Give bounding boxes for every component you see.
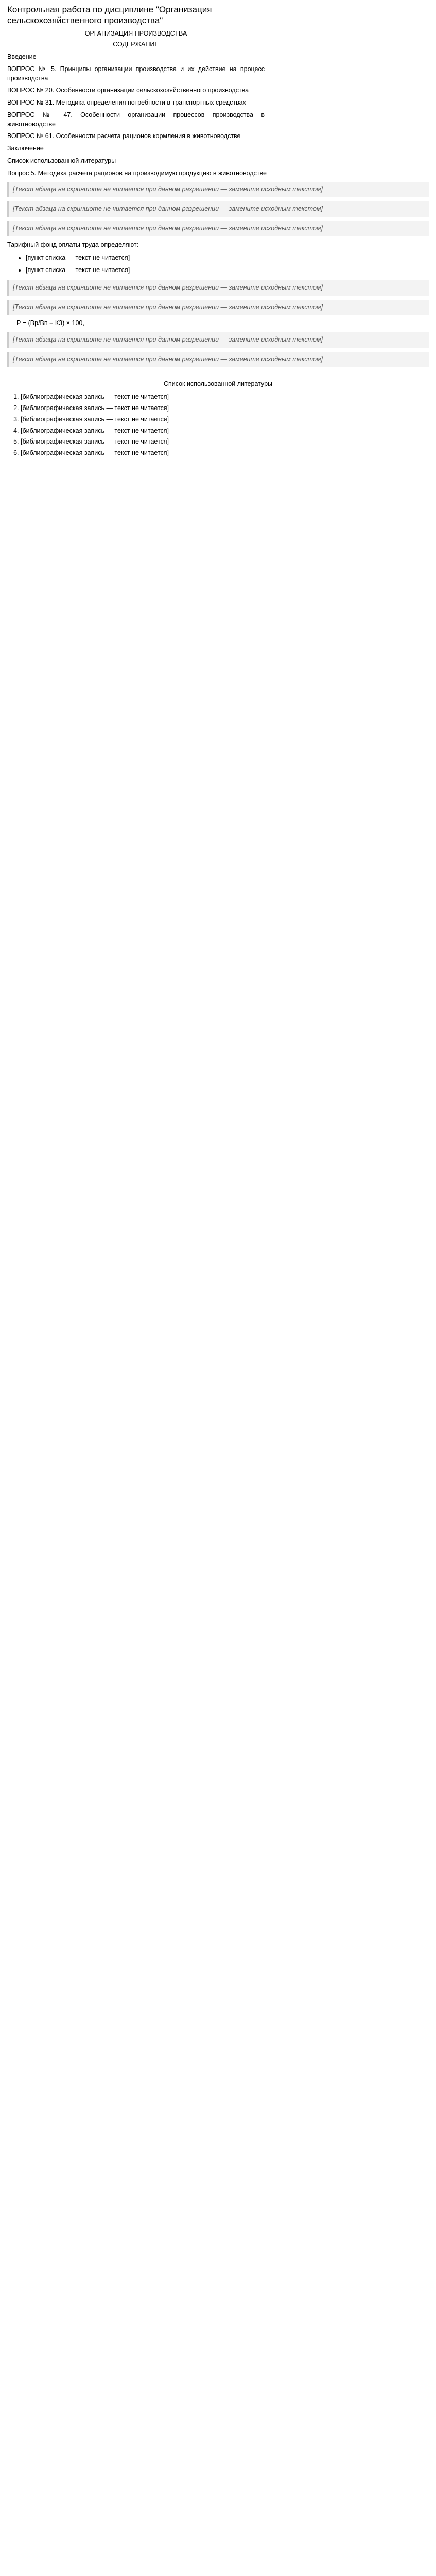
references-list	[7, 393, 436, 458]
bullet-item: • [пункт списка — текст не читается]	[26, 266, 429, 275]
references-title: Список использованной литературы	[163, 380, 273, 387]
toc-item: ВОПРОС № 31. Методика определения потребности в транспортных средствах	[7, 99, 246, 106]
toc-item: ВОПРОС № 61. Особенности расчета рационов кормления в животноводстве	[7, 132, 241, 140]
document-page	[0, 0, 436, 481]
document-title: Контрольная работа по дисциплине "Организация сельскохозяйственного производства"	[7, 5, 212, 26]
main-section	[7, 169, 429, 367]
paragraph-placeholder: [Текст абзаца на скриншоте не читается при данном разрешении — замените исходным текстом]	[7, 352, 429, 367]
bullet-item: • [пункт списка — текст не читается]	[26, 253, 429, 263]
reference-item: 5. [библиографическая запись — текст не читается]	[21, 437, 436, 447]
list-lead-in: Тарифный фонд оплаты труда определяют:	[7, 241, 138, 248]
paragraph-placeholder: [Текст абзаца на скриншоте не читается при данном разрешении — замените исходным текстом]	[7, 332, 429, 348]
formula: Р = (Вр/Вп − К3) × 100,	[16, 319, 84, 327]
toc-conclusion: Заключение	[7, 145, 44, 152]
toc-intro: Введение	[7, 53, 37, 60]
paragraph-placeholder: [Текст абзаца на скриншоте не читается при данном разрешении — замените исходным текстом]	[7, 300, 429, 315]
reference-item: 3. [библиографическая запись — текст не читается]	[21, 415, 436, 425]
toc-item: ВОПРОС № 20. Особенности организации сельскохозяйственного производства	[7, 87, 249, 94]
toc-item: ВОПРОС № 47. Особенности организации процессов производства в животноводстве	[7, 111, 265, 128]
toc-references: Список использованной литературы	[7, 157, 116, 164]
paragraph-placeholder: [Текст абзаца на скриншоте не читается при данном разрешении — замените исходным текстом]	[7, 201, 429, 217]
reference-item: 1. [библиографическая запись — текст не читается]	[21, 393, 436, 402]
document-subtitle: ОРГАНИЗАЦИЯ ПРОИЗВОДСТВА	[84, 29, 187, 37]
bullet-list	[7, 253, 429, 275]
reference-item: 6. [библиографическая запись — текст не читается]	[21, 449, 436, 458]
toc-item: ВОПРОС № 5. Принципы организации производства и их действие на процесс производства	[7, 65, 265, 82]
paragraph-placeholder: [Текст абзаца на скриншоте не читается при данном разрешении — замените исходным текстом]	[7, 280, 429, 296]
reference-item: 2. [библиографическая запись — текст не читается]	[21, 404, 436, 413]
question-heading: Вопрос 5. Методика расчета рационов на производимую продукцию в животноводстве	[7, 169, 267, 177]
reference-item: 4. [библиографическая запись — текст не читается]	[21, 427, 436, 436]
table-of-contents	[7, 53, 265, 166]
contents-label: СОДЕРЖАНИЕ	[113, 41, 159, 48]
paragraph-placeholder: [Текст абзаца на скриншоте не читается при данном разрешении — замените исходным текстом]	[7, 182, 429, 197]
paragraph-placeholder: [Текст абзаца на скриншоте не читается при данном разрешении — замените исходным текстом]	[7, 221, 429, 236]
